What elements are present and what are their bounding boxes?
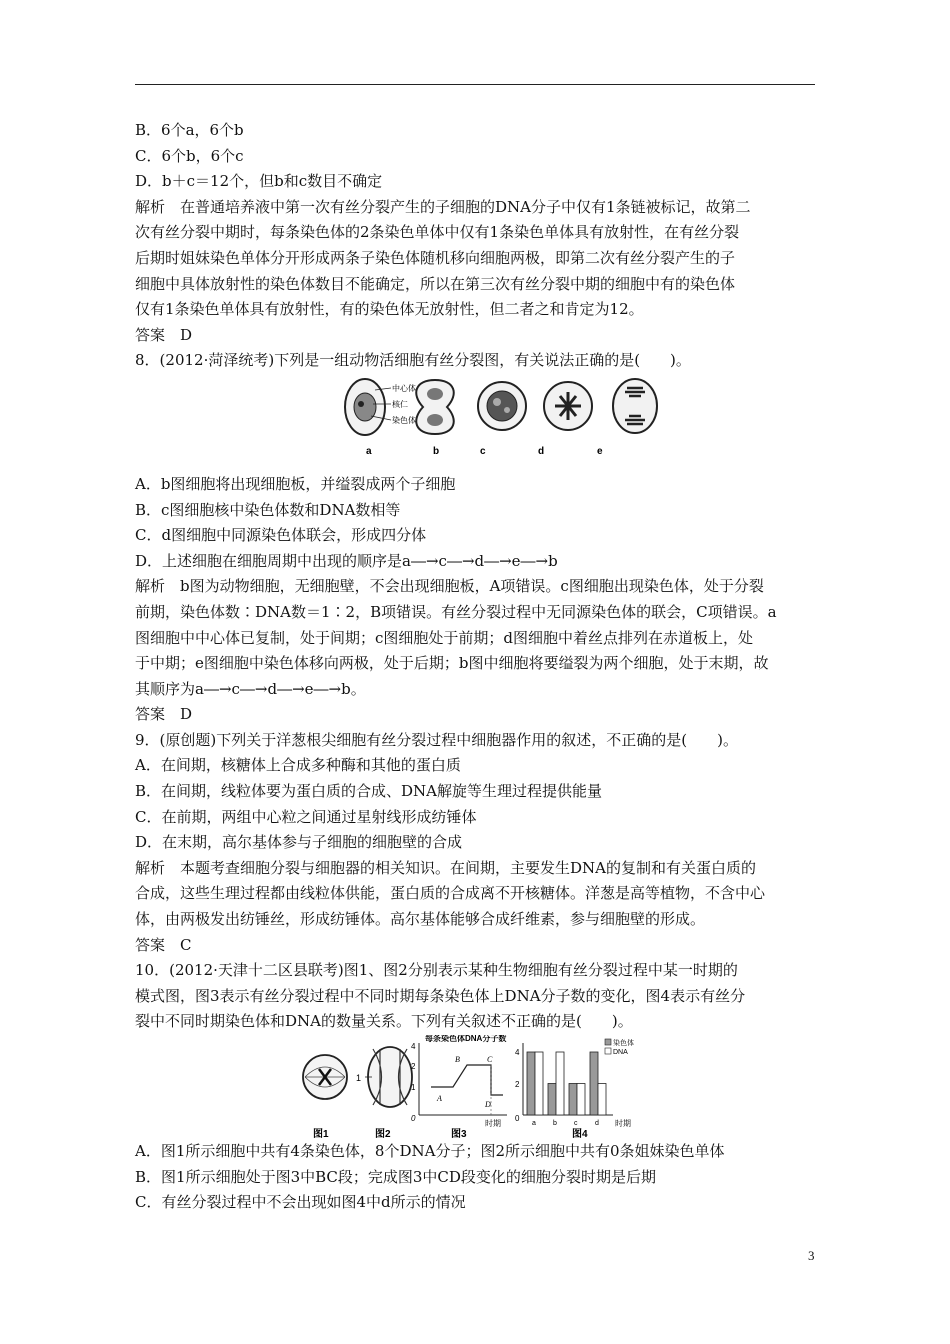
- q8-analysis-line: 图细胞中中心体已复制，处于间期；c图细胞处于前期；d图细胞中着丝点排列在赤道板上，处: [135, 628, 754, 647]
- q10-figure-svg: [135, 1035, 815, 1139]
- q10-stem-line: 模式图，图3表示有丝分裂过程中不同时期每条染色体上DNA分子数的变化，图4表示有丝分: [135, 986, 746, 1005]
- q10-stem-line: 10．(2012·天津十二区县联考)图1、图2分别表示某种生物细胞有丝分裂过程中某一时期的: [135, 961, 738, 980]
- q10-option-b: B．图1所示细胞处于图3中BC段；完成图3中CD段变化的细胞分裂时期是后期: [135, 1167, 656, 1186]
- fig4-bar-c-dna: [577, 1084, 585, 1116]
- q9-analysis-line: 体，由两极发出纺锤丝，形成纺锤体。高尔基体能够合成纤维素，参与细胞壁的形成。: [135, 910, 706, 929]
- q9-option-d: D．在末期，高尔基体参与子细胞的细胞壁的合成: [135, 833, 463, 852]
- fig3-point-d: D: [485, 1100, 491, 1109]
- q8-option-a: A．b图细胞将出现细胞板，并缢裂成两个子细胞: [135, 474, 456, 493]
- q9-option-a: A．在间期，核糖体上合成多种酶和其他的蛋白质: [135, 756, 461, 775]
- caption-fig2: 图2: [375, 1129, 391, 1139]
- q9-analysis-line: 解析 本题考查细胞分裂与细胞器的相关知识。在间期，主要发生DNA的复制和有关蛋白质的: [135, 858, 756, 877]
- fig3-chart: [419, 1043, 507, 1115]
- cell-label-b: b: [433, 445, 440, 457]
- fig3-ytick: 1: [411, 1083, 416, 1092]
- fig3-ytick: 4: [411, 1042, 416, 1051]
- q8-option-b: B．c图细胞核中染色体数和DNA数相等: [135, 500, 401, 519]
- q8-answer: 答案 D: [135, 705, 193, 724]
- fig3-point-c: C: [487, 1055, 493, 1064]
- header-rule: [135, 84, 815, 85]
- cell-d-drawing: [544, 382, 592, 430]
- q8-analysis-line: 解析 b图为动物细胞，无细胞壁，不会出现细胞板，A项错误。c图细胞出现染色体，处于分裂: [135, 577, 764, 596]
- cell-label-e: e: [597, 445, 603, 457]
- q9-stem: 9．(原创题)下列关于洋葱根尖细胞有丝分裂过程中细胞器作用的叙述，不正确的是( )。: [135, 730, 738, 749]
- callout-centrosome: 中心体: [392, 383, 416, 393]
- cell-e-drawing: [613, 379, 657, 433]
- q7-answer: 答案 D: [135, 325, 193, 344]
- fig4-bar-d-dna: [598, 1084, 606, 1116]
- cell-label-c: c: [480, 445, 486, 457]
- fig4-ytick: 4: [515, 1048, 520, 1057]
- fig4-chart: [523, 1043, 613, 1127]
- fig4-bar-a-chromosome: [527, 1052, 535, 1115]
- mitosis-cells-figure: [135, 374, 815, 472]
- callout-nucleolus: 核仁: [392, 399, 408, 409]
- q9-option-b: B．在间期，线粒体要为蛋白质的合成、DNA解旋等生理过程提供能量: [135, 782, 603, 801]
- fig4-bar-b-dna: [556, 1052, 564, 1115]
- fig4-legend-chromosome: 染色体: [613, 1040, 634, 1047]
- fig4-ytick: 0: [515, 1114, 520, 1123]
- page-content: [135, 118, 815, 1216]
- cell-c-drawing: [478, 382, 526, 430]
- fig4-category-label: a: [532, 1120, 536, 1127]
- fig3-dna-line: [431, 1065, 503, 1095]
- cell-label-d: d: [538, 445, 545, 457]
- fig2-marker: 1: [356, 1073, 362, 1083]
- fig4-legend-swatch-dna: [605, 1048, 611, 1054]
- q8-figure: [135, 374, 815, 472]
- q8-stem: 8．(2012·菏泽统考)下列是一组动物活细胞有丝分裂图，有关说法正确的是( )。: [135, 351, 691, 370]
- q8-option-c: C．d图细胞中同源染色体联会，形成四分体: [135, 526, 427, 545]
- fig4-bar-c-chromosome: [569, 1084, 577, 1116]
- fig1-cell-drawing: [303, 1055, 347, 1099]
- cell-b-drawing: [416, 380, 454, 434]
- q7-option-b: B．6个a，6个b: [135, 121, 244, 139]
- q7-option-c: C．6个b，6个c: [135, 146, 244, 165]
- fig4-category-label: d: [595, 1120, 599, 1127]
- caption-fig3: 图3: [451, 1129, 467, 1139]
- fig3-title: 每条染色体DNA分子数: [425, 1035, 507, 1043]
- q10-stem-line: 裂中不同时期染色体和DNA的数量关系。下列有关叙述不正确的是( )。: [135, 1012, 633, 1031]
- fig4-bar-a-dna: [535, 1052, 543, 1115]
- q7-option-d: D．b＋c＝12个，但b和c数目不确定: [135, 172, 383, 191]
- caption-fig1: 图1: [313, 1129, 329, 1139]
- q7-analysis-line: 次有丝分裂中期时，每条染色体的2条染色单体中仅有1条染色单体具有放射性，在有丝分裂: [135, 223, 740, 242]
- q9-analysis-line: 合成，这些生理过程都由线粒体供能，蛋白质的合成离不开核糖体。洋葱是高等植物，不含中心: [135, 884, 766, 903]
- q8-analysis-line: 其顺序为a―→c―→d―→e―→b。: [135, 679, 366, 698]
- fig2-cell-drawing: [365, 1047, 412, 1107]
- q10-option-a: A．图1所示细胞中共有4条染色体，8个DNA分子；图2所示细胞中共有0条姐妹染色单体: [135, 1142, 725, 1160]
- fig4-xlabel: 时期: [615, 1119, 631, 1128]
- q8-analysis-line: 于中期；e图细胞中染色体移向两极，处于后期；b图中细胞将要缢裂为两个细胞，处于末期，故: [135, 654, 769, 673]
- q10-figure: [135, 1035, 815, 1139]
- fig4-bar-b-chromosome: [548, 1084, 556, 1116]
- caption-fig4: 图4: [572, 1129, 588, 1139]
- page-number: 3: [808, 1248, 815, 1263]
- q8-analysis-line: 前期，染色体数∶DNA数＝1∶2，B项错误。有丝分裂过程中无同源染色体的联会，C项错误。a: [135, 602, 777, 621]
- q7-analysis-line: 解析 在普通培养液中第一次有丝分裂产生的子细胞的DNA分子中仅有1条链被标记，故第二: [135, 197, 751, 216]
- fig3-xlabel: 时期: [485, 1119, 501, 1128]
- fig4-category-label: c: [574, 1120, 578, 1127]
- q10-option-c: C．有丝分裂过程中不会出现如图4中d所示的情况: [135, 1193, 466, 1212]
- cell-label-a: a: [366, 445, 372, 457]
- fig3-origin: 0: [411, 1114, 416, 1123]
- fig3-ytick: 2: [411, 1062, 416, 1071]
- q7-analysis-line: 细胞中具体放射性的染色体数目不能确定，所以在第三次有丝分裂中期的细胞中有的染色体: [135, 274, 736, 293]
- q8-option-d: D．上述细胞在细胞周期中出现的顺序是a―→c―→d―→e―→b: [135, 551, 558, 570]
- fig3-point-a: A: [437, 1094, 442, 1103]
- fig4-bar-d-chromosome: [590, 1052, 598, 1115]
- q9-option-c: C．在前期，两组中心粒之间通过星射线形成纺锤体: [135, 807, 477, 826]
- q9-answer: 答案 C: [135, 935, 192, 954]
- q7-analysis-line: 后期时姐妹染色单体分开形成两条子染色体随机移向细胞两极，即第二次有丝分裂产生的子: [135, 248, 736, 267]
- callout-chromosome: 染色体: [392, 415, 416, 425]
- fig4-legend-swatch-chromosome: [605, 1039, 611, 1045]
- fig4-legend-dna: DNA: [613, 1049, 628, 1056]
- fig4-ytick: 2: [515, 1080, 520, 1089]
- q7-analysis-line: 仅有1条染色单体具有放射性，有的染色体无放射性，但二者之和肯定为12。: [135, 300, 644, 319]
- fig3-point-b: B: [455, 1055, 460, 1064]
- cell-a-drawing: [345, 379, 391, 435]
- fig4-category-label: b: [553, 1120, 557, 1127]
